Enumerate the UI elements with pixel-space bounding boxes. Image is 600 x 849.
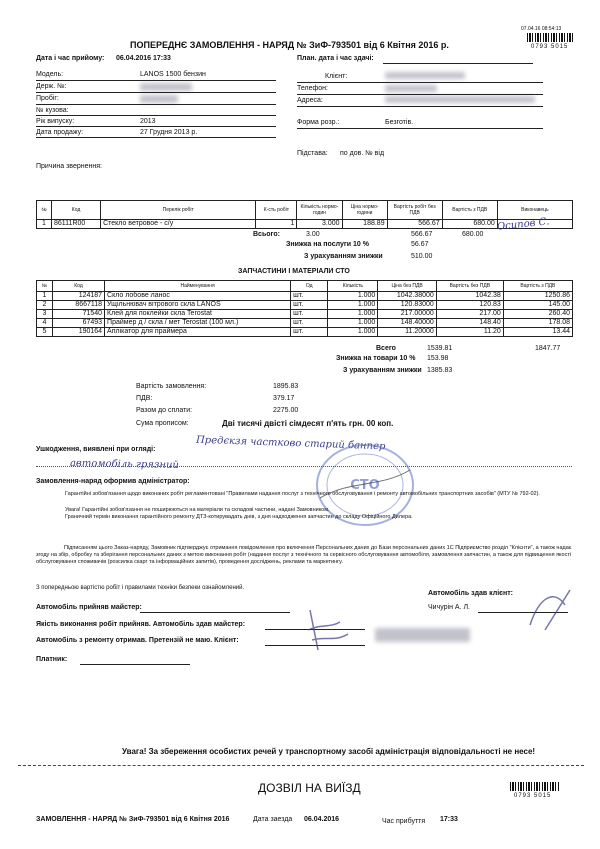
parts-cell-qty: 1.000 [328, 310, 378, 319]
works-cell-name: Стекло ветровое - с/у [101, 220, 256, 229]
vat-value: 379.17 [273, 395, 295, 402]
parts-cell-sum: 120.83 [436, 301, 503, 310]
works-after-value: 510.00 [411, 253, 433, 260]
client-name: Чичурін А. Л. [428, 604, 470, 611]
parts-total-vat: 1847.77 [535, 345, 561, 352]
works-cell-code: 86111R00 [52, 220, 101, 229]
parts-cell-n: 2 [37, 301, 53, 310]
year-label: Рік випуску: [36, 118, 75, 125]
parts-col-unit: Од [291, 281, 328, 292]
parts-cell-n: 1 [37, 292, 53, 301]
parts-cell-n: 5 [37, 328, 53, 337]
parts-col-vat: Вартість з ПДВ [503, 281, 572, 292]
parts-after-value: 1385.83 [427, 367, 453, 374]
works-cell-price: 188.89 [342, 220, 387, 229]
year-value: 2013 [140, 118, 156, 125]
reg-label: Держ. №: [36, 83, 67, 90]
parts-cell-unit: шт. [291, 328, 328, 337]
payment-label: Форма розр.: [297, 119, 340, 126]
parts-col-code: Код [52, 281, 104, 292]
parts-cell-unit: шт. [291, 301, 328, 310]
parts-cell-price: 11.20000 [378, 328, 436, 337]
parts-cell-sum: 1042.38 [436, 292, 503, 301]
works-cell-vat: 680.00 [442, 220, 497, 229]
parts-cell-name: Праймер д / скла / мет Terostat (100 мл.) [105, 319, 291, 328]
works-col-vat: Вартість з ПДВ [442, 201, 497, 220]
works-col-sum: Вартість робіт без ПДВ [387, 201, 442, 220]
table-row [37, 310, 573, 319]
parts-cell-qty: 1.000 [328, 301, 378, 310]
quality-accepted-label: Якість виконання робіт прийняв. Автомобіль здав майстер: [36, 621, 246, 628]
warning-text: Увага! За збереження особистих речей у транспортному засобі адміністрація відповідальності не несе! [122, 747, 536, 756]
amount-words-label: Сума прописом: [136, 420, 189, 427]
guarantee-note: Увага! Гарантійні зобов'язання не поширюються на матеріали та складові частини, надані Замовником. [65, 507, 330, 513]
works-col-executor: Виконавець [497, 201, 572, 220]
parts-cell-name: Скло лобове ланос [105, 292, 291, 301]
works-cell-sum: 566.67 [387, 220, 442, 229]
table-row [37, 301, 573, 310]
works-cell-hours: 3.000 [297, 220, 342, 229]
client-signature-icon [525, 585, 575, 635]
parts-cell-vat: 1250.86 [503, 292, 572, 301]
document-title: ПОПЕРЕДНЄ ЗАМОВЛЕННЯ - НАРЯД № ЗиФ-793501 від 6 Квітня 2016 р. [130, 40, 449, 50]
parts-after-label: З урахуванням знижки [343, 367, 422, 374]
parts-cell-code: 71540 [52, 310, 104, 319]
guarantee-term: Граничний термін виконання гарантійного ремонту ДТЗ-котирувадать днів, з дня надходження запчастин до складу Офіційного Дилера. [65, 514, 413, 520]
exit-barcode-number: 0793 5015 [514, 793, 552, 799]
parts-cell-qty: 1.000 [328, 292, 378, 301]
payer-label: Платник: [36, 656, 68, 663]
table-row [37, 328, 573, 337]
parts-cell-price: 120.83000 [378, 301, 436, 310]
parts-cell-code: 124187 [52, 292, 104, 301]
reason-label: Причина звернення: [36, 163, 102, 170]
works-col-qty: К-сть робіт [256, 201, 297, 220]
client-handover-label: Автомобіль здав клієнт: [428, 590, 514, 597]
parts-cell-unit: шт. [291, 292, 328, 301]
table-row [37, 220, 573, 229]
damage-handwriting-1: Предєкзя частково старий банпер [195, 434, 386, 453]
plan-date-label: План. дата і час здачі: [297, 55, 374, 62]
parts-cell-sum: 217.00 [436, 310, 503, 319]
redacted-phone [385, 85, 437, 92]
parts-cell-code: 67493 [52, 319, 104, 328]
parts-cell-name: Клей для поклейки скла Terostat [105, 310, 291, 319]
works-total-sum: 566.67 [411, 231, 433, 238]
parts-title: ЗАПЧАСТИНИ І МАТЕРІАЛИ СТО [238, 268, 350, 275]
parts-col-name: Найменування [105, 281, 291, 292]
parts-cell-code: 190164 [52, 328, 104, 337]
parts-cell-code: 8667118 [52, 301, 104, 310]
barcode [527, 33, 575, 42]
parts-cell-unit: шт. [291, 310, 328, 319]
vat-label: ПДВ: [136, 395, 153, 402]
sale-date-value: 27 Грудня 2013 р. [140, 129, 198, 136]
payment-value: Безготів. [385, 119, 414, 126]
arrival-time-label: Час прибуття [382, 818, 426, 825]
parts-col-qty: Кількість [328, 281, 378, 292]
parts-cell-name: Ущільнювач вітрового скла LANOS [105, 301, 291, 310]
parts-col-n: № [37, 281, 53, 292]
works-col-price: Ціна нормо-години [342, 201, 387, 220]
svg-text:СТО: СТО [350, 478, 380, 493]
works-col-code: Код [52, 201, 101, 220]
rules-text: З попередньою вартістю робіт і правилами техніки безпеки ознайомлений. [36, 585, 245, 591]
mileage-label: Пробіг: [36, 95, 59, 102]
parts-cell-vat: 145.00 [503, 301, 572, 310]
works-total-vat: 680.00 [462, 231, 484, 238]
works-total-hours: 3.00 [306, 231, 320, 238]
works-cell-qty: 1 [256, 220, 297, 229]
parts-cell-qty: 1.000 [328, 319, 378, 328]
works-discount-value: 56.67 [411, 241, 429, 248]
arrival-date-value: 06.04.2016 [304, 816, 340, 823]
pay-total-value: 2275.00 [273, 407, 299, 414]
print-timestamp: 07.04.16 08:54:13 [521, 26, 562, 32]
model-value: LANOS 1500 бензин [140, 71, 206, 78]
master-signature-icon [300, 600, 360, 660]
redacted-mileage [140, 95, 178, 103]
redacted-client-signature [375, 628, 470, 642]
damage-handwriting-2: автомобіль грязний [69, 458, 179, 471]
parts-cell-qty: 1.000 [328, 328, 378, 337]
works-col-hours: Кількість нормо-годин [297, 201, 342, 220]
parts-header-row [37, 281, 573, 292]
date-received-value: 06.04.2016 17:33 [116, 55, 171, 62]
parts-discount-value: 153.98 [427, 355, 449, 362]
table-row [37, 319, 573, 328]
parts-cell-n: 4 [37, 319, 53, 328]
exit-barcode [510, 782, 560, 791]
parts-cell-vat: 260.40 [503, 310, 572, 319]
redacted-client [385, 72, 465, 79]
client-received-label: Автомобіль з ремонту отримав. Претензій не маю. Клієнт: [36, 637, 239, 644]
parts-cell-price: 217.00000 [378, 310, 436, 319]
works-total-label: Всього: [253, 231, 280, 238]
order-total-value: 1895.83 [273, 383, 299, 390]
parts-cell-vat: 13.44 [503, 328, 572, 337]
exit-permit-title: ДОЗВІЛ НА ВИЇЗД [258, 781, 361, 795]
model-label: Модель: [36, 71, 64, 78]
executor-signature: Осипов С. [496, 216, 550, 233]
parts-cell-sum: 11.20 [436, 328, 503, 337]
parts-cell-name: Аплікатор для праймера [105, 328, 291, 337]
redacted-address [385, 96, 535, 103]
works-col-n: № [37, 201, 52, 220]
master-accepted-label: Автомобіль прийняв майстер: [36, 604, 142, 611]
address-label: Адреса: [297, 97, 323, 104]
basis-value: по дов. № від [340, 150, 385, 157]
arrival-date-label: Дата заезда [253, 816, 293, 823]
exit-order-text: ЗАМОВЛЕННЯ - НАРЯД № ЗиФ-793501 від 6 Квітня 2016 [36, 816, 230, 823]
parts-cell-sum: 148.40 [436, 319, 503, 328]
parts-col-sum: Вартість без ПДВ [436, 281, 503, 292]
phone-label: Телефон: [297, 85, 328, 92]
order-total-label: Вартість замовлення: [136, 383, 207, 390]
parts-cell-vat: 178.08 [503, 319, 572, 328]
parts-total-label: Всего [376, 345, 396, 352]
barcode-number: 0793 5015 [531, 44, 569, 50]
basis-label: Підстава: [297, 150, 328, 157]
works-cell-n: 1 [37, 220, 52, 229]
redacted-plate [140, 83, 192, 91]
date-received-label: Дата і час прийому: [36, 55, 105, 62]
parts-col-price: Ціна без ПДВ [378, 281, 436, 292]
client-label: Клієнт: [325, 73, 348, 80]
parts-cell-n: 3 [37, 310, 53, 319]
sale-date-label: Дата продажу: [36, 129, 84, 136]
damage-label: Ушкодження, виявлені при огляді: [36, 446, 156, 453]
arrival-time-value: 17:33 [440, 816, 458, 823]
table-row [37, 292, 573, 301]
parts-cell-unit: шт. [291, 319, 328, 328]
pay-total-label: Разом до сплати: [136, 407, 193, 414]
parts-discount-label: Знижка на товари 10 % [336, 355, 416, 362]
works-col-name: Перелік робіт [101, 201, 256, 220]
parts-cell-price: 148.40000 [378, 319, 436, 328]
body-number-label: № кузова: [36, 107, 69, 114]
admin-label: Замовлення-наряд оформив адміністратор: [36, 478, 190, 485]
works-table [36, 200, 573, 229]
parts-cell-price: 1042.38000 [378, 292, 436, 301]
parts-total-sum: 1539.81 [427, 345, 453, 352]
amount-words-value: Дві тисячі двісті сімдесят п'ять грн. 00 коп. [222, 419, 394, 428]
works-discount-label: Знижка на послуги 10 % [286, 241, 369, 248]
consent-text: Підписанням цього Заказ-наряду, Замовник підтверджує отримання повідомлення про включення Персональних даних до Бази персональних даних 1С Підприємство розділ "Клієнти", а також надає згоду на збір, обробку та зберігання персональних даних з метою виконання робіт (надання послуг з технічного та сервісного обслуговування автомобіля, замовлення запчастин, а також для підвищення якості обслуговування споживачів (розсилка скарг та інформаційних запитів), проведення досліджень, реклами та маркетингу. [36, 545, 572, 565]
works-header-row [37, 201, 573, 220]
guarantee-text: Гарантійні зобов'язання щодо виконаних робіт регламентовані "Правилами надання послуг з технічного обслуговування і ремонту автомобільних транспортних засобів" (МТУ № 792-02). [65, 491, 540, 497]
parts-table [36, 280, 573, 337]
works-after-label: З урахуванням знижки [304, 253, 383, 260]
